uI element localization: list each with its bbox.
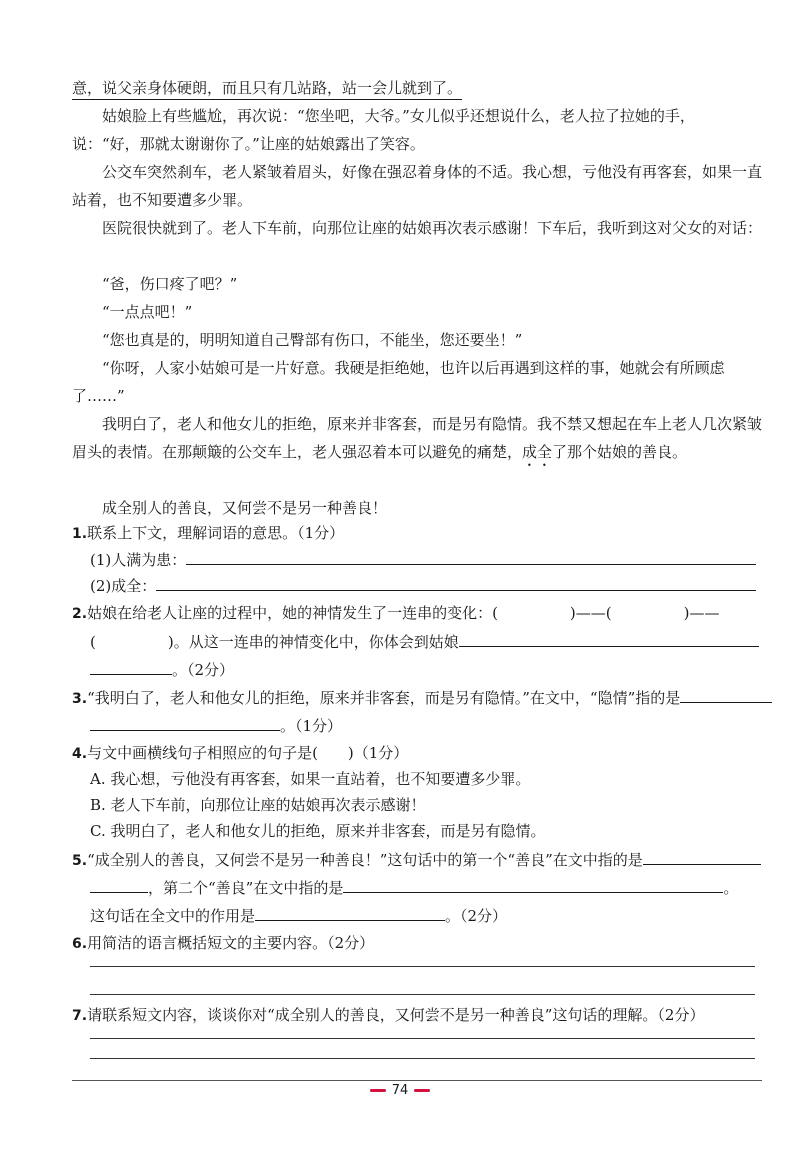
answer-blank[interactable] xyxy=(156,574,756,591)
q1-item-a: (1)人满为患： xyxy=(90,548,756,570)
question-7: 7.请联系短文内容，谈谈你对“成全别人的善良，又何尝不是另一种善良”这句话的理解。（2分） xyxy=(72,1006,705,1024)
answer-blank[interactable] xyxy=(643,848,761,865)
answer-line[interactable] xyxy=(90,1058,755,1059)
question-6: 6.用简洁的语言概括短文的主要内容。（2分） xyxy=(72,934,375,952)
q4-option-a[interactable]: A. 我心想，亏他没有再客套，如果一直站着，也不知要遭多少罪。 xyxy=(90,770,531,788)
question-1: 1.联系上下文，理解词语的意思。（1分） xyxy=(72,524,345,542)
question-2: 2.姑娘在给老人让座的过程中，她的神情发生了一连串的变化：( )——( )—— xyxy=(72,604,720,622)
answer-line[interactable] xyxy=(90,966,755,967)
passage-line-0: 意，说父亲身体硬朗，而且只有几站路，站一会儿就到了。 xyxy=(72,74,762,102)
q4-option-c[interactable]: C. 我明白了，老人和他女儿的拒绝，原来并非客套，而是另有隐情。 xyxy=(90,822,546,840)
footer-rule xyxy=(72,1080,762,1081)
q2-line-3: 。（2分） xyxy=(90,658,234,680)
answer-blank[interactable] xyxy=(90,714,280,731)
page-number: 74 xyxy=(0,1083,800,1098)
passage-p5: “一点点吧！” xyxy=(102,303,193,321)
passage-p7: “你呀，人家小姑娘可是一片好意。我硬是拒绝她，也许以后再遇到这样的事，她就会有所顾虑了……” xyxy=(72,359,725,405)
answer-blank[interactable] xyxy=(186,548,756,565)
passage-p1: 姑娘脸上有些尴尬，再次说：“您坐吧，大爷。”女儿似乎还想说什么，老人拉了拉她的手，说：“好，那就太谢谢你了。”让座的姑娘露出了笑容。 xyxy=(72,107,695,153)
answer-blank[interactable] xyxy=(90,658,172,675)
q5-line-3: 这句话在全文中的作用是 。（2分） xyxy=(90,904,507,926)
passage-p9: 成全别人的善良，又何尝不是另一种善良！ xyxy=(102,499,388,517)
question-5: 5.“成全别人的善良，又何尝不是另一种善良！”这句话中的第一个“善良”在文中指的是 xyxy=(72,848,761,870)
passage-p8: 我明白了，老人和他女儿的拒绝，原来并非客套，而是另有隐情。我不禁又想起在车上老人几次紧皱眉头的表情。在那颠簸的公交车上，老人强忍着本可以避免的痛楚，成全了那个姑娘的善良。 xyxy=(72,415,763,461)
emphasized-word: 成全 xyxy=(522,443,553,461)
q5-line-2: ，第二个“善良”在文中指的是 。 xyxy=(90,876,738,898)
answer-line[interactable] xyxy=(90,1038,755,1039)
answer-blank[interactable] xyxy=(343,876,723,893)
answer-blank[interactable] xyxy=(680,686,772,703)
question-3: 3.“我明白了，老人和他女儿的拒绝，原来并非客套，而是另有隐情。”在文中，“隐情”指的是 xyxy=(72,686,772,708)
q4-option-b[interactable]: B. 老人下车前，向那位让座的姑娘再次表示感谢！ xyxy=(90,796,426,814)
q1-item-b: (2)成全： xyxy=(90,574,756,596)
q2-line-2: ( )。从这一连串的神情变化中，你体会到姑娘 xyxy=(90,630,759,652)
question-4: 4.与文中画横线句子相照应的句子是( )（1分） xyxy=(72,744,409,762)
q3-line-2: 。（1分） xyxy=(90,714,342,736)
answer-blank[interactable] xyxy=(459,630,759,647)
passage-p3: 医院很快就到了。老人下车前，向那位让座的姑娘再次表示感谢！下车后，我听到这对父女的对话： xyxy=(102,219,763,237)
answer-line[interactable] xyxy=(90,994,755,995)
passage-p2: 公交车突然刹车，老人紧皱着眉头，好像在强忍着身体的不适。我心想，亏他没有再客套，如果一直站着，也不知要遭多少罪。 xyxy=(72,163,763,209)
answer-blank[interactable] xyxy=(255,904,445,921)
answer-blank[interactable] xyxy=(90,876,148,893)
passage-p6: “您也真是的，明明知道自己臀部有伤口，不能坐，您还要坐！” xyxy=(102,331,523,349)
passage-p4: “爸，伤口疼了吧？” xyxy=(102,275,238,293)
